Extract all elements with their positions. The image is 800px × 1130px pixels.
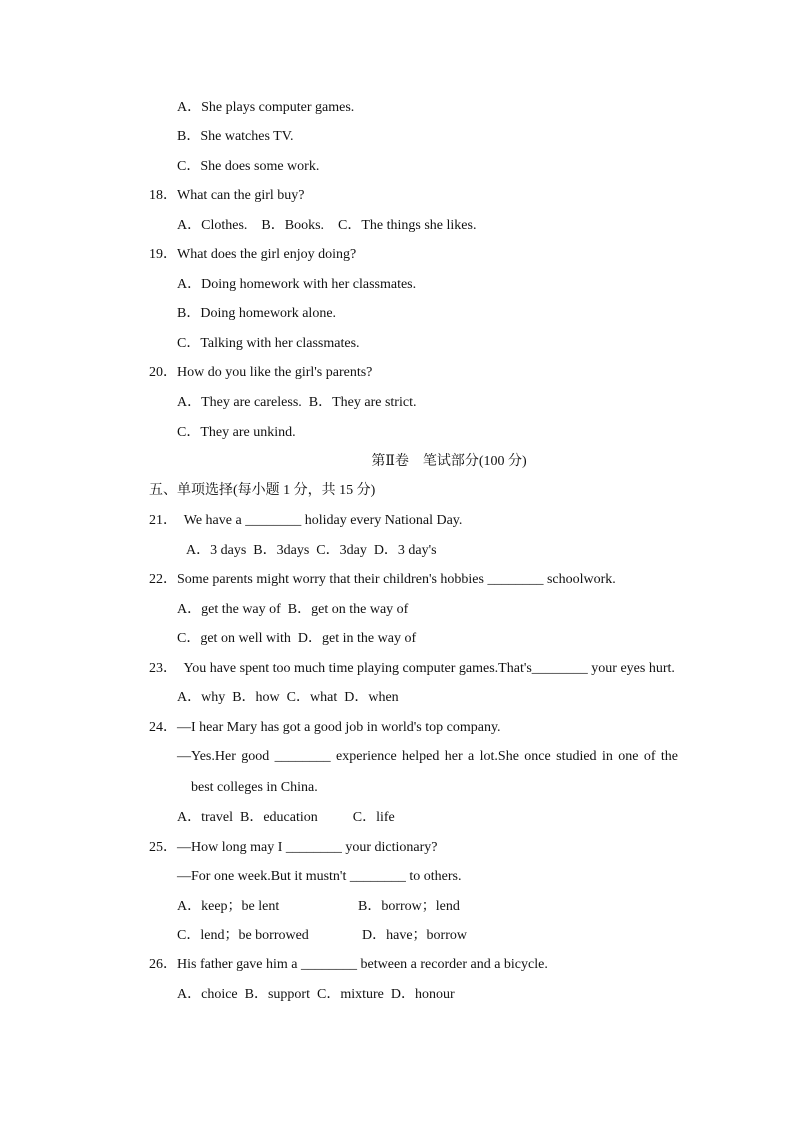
q17-option-c: C．She does some work. — [177, 159, 320, 174]
q26-options: A．choice B．support C．mixture D．honour — [177, 987, 455, 1002]
q24-dialog-line1: —Yes.Her good ________ experience helped her a lot.She once studied in one of the — [177, 749, 678, 764]
q18-options: A．Clothes. B．Books. C．The things she likes. — [177, 218, 477, 233]
q23-options: A．why B．how C．what D．when — [177, 690, 399, 705]
q18-stem: 18．What can the girl buy? — [149, 188, 305, 203]
q19-stem: 19．What does the girl enjoy doing? — [149, 247, 357, 262]
q21-stem: 21． We have a ________ holiday every National Day. — [149, 513, 463, 528]
q22-options-line2: C．get on well with D．get in the way of — [177, 631, 417, 646]
q24-options: A．travel B．education C．life — [177, 810, 395, 825]
q21-options: A．3 days B．3days C．3day D．3 day's — [186, 543, 437, 558]
q20-options-line1: A．They are careless. B．They are strict. — [177, 395, 417, 410]
q24-dialog-line2: best colleges in China. — [191, 780, 318, 795]
part2-heading: 第Ⅱ卷 笔试部分(100 分) — [371, 454, 527, 469]
q22-stem: 22．Some parents might worry that their children's hobbies ________ schoolwork. — [149, 572, 616, 587]
q20-stem: 20．How do you like the girl's parents? — [149, 365, 373, 380]
q17-option-a: A．She plays computer games. — [177, 100, 355, 115]
q25-stem: 25．—How long may I ________ your dictionary? — [149, 840, 438, 855]
q19-option-a: A．Doing homework with her classmates. — [177, 277, 417, 292]
q25-option-d: D．have；borrow — [362, 928, 467, 943]
q25-option-c: C．lend；be borrowed — [177, 928, 309, 943]
section5-heading: 五、单项选择(每小题 1 分，共 15 分) — [149, 483, 376, 498]
q19-option-c: C．Talking with her classmates. — [177, 336, 360, 351]
q26-stem: 26．His father gave him a ________ between a recorder and a bicycle. — [149, 957, 548, 972]
q17-option-b: B．She watches TV. — [177, 129, 294, 144]
q25-dialog-line1: —For one week.But it mustn't ________ to others. — [177, 869, 462, 884]
q25-option-b: B．borrow；lend — [358, 899, 460, 914]
q22-options-line1: A．get the way of B．get on the way of — [177, 602, 409, 617]
q24-stem: 24．—I hear Mary has got a good job in world's top company. — [149, 720, 501, 735]
q23-stem: 23． You have spent too much time playing computer games.That's________ your eyes hurt. — [149, 661, 675, 676]
q20-options-line2: C．They are unkind. — [177, 425, 296, 440]
q19-option-b: B．Doing homework alone. — [177, 306, 337, 321]
q25-option-a: A．keep；be lent — [177, 899, 280, 914]
